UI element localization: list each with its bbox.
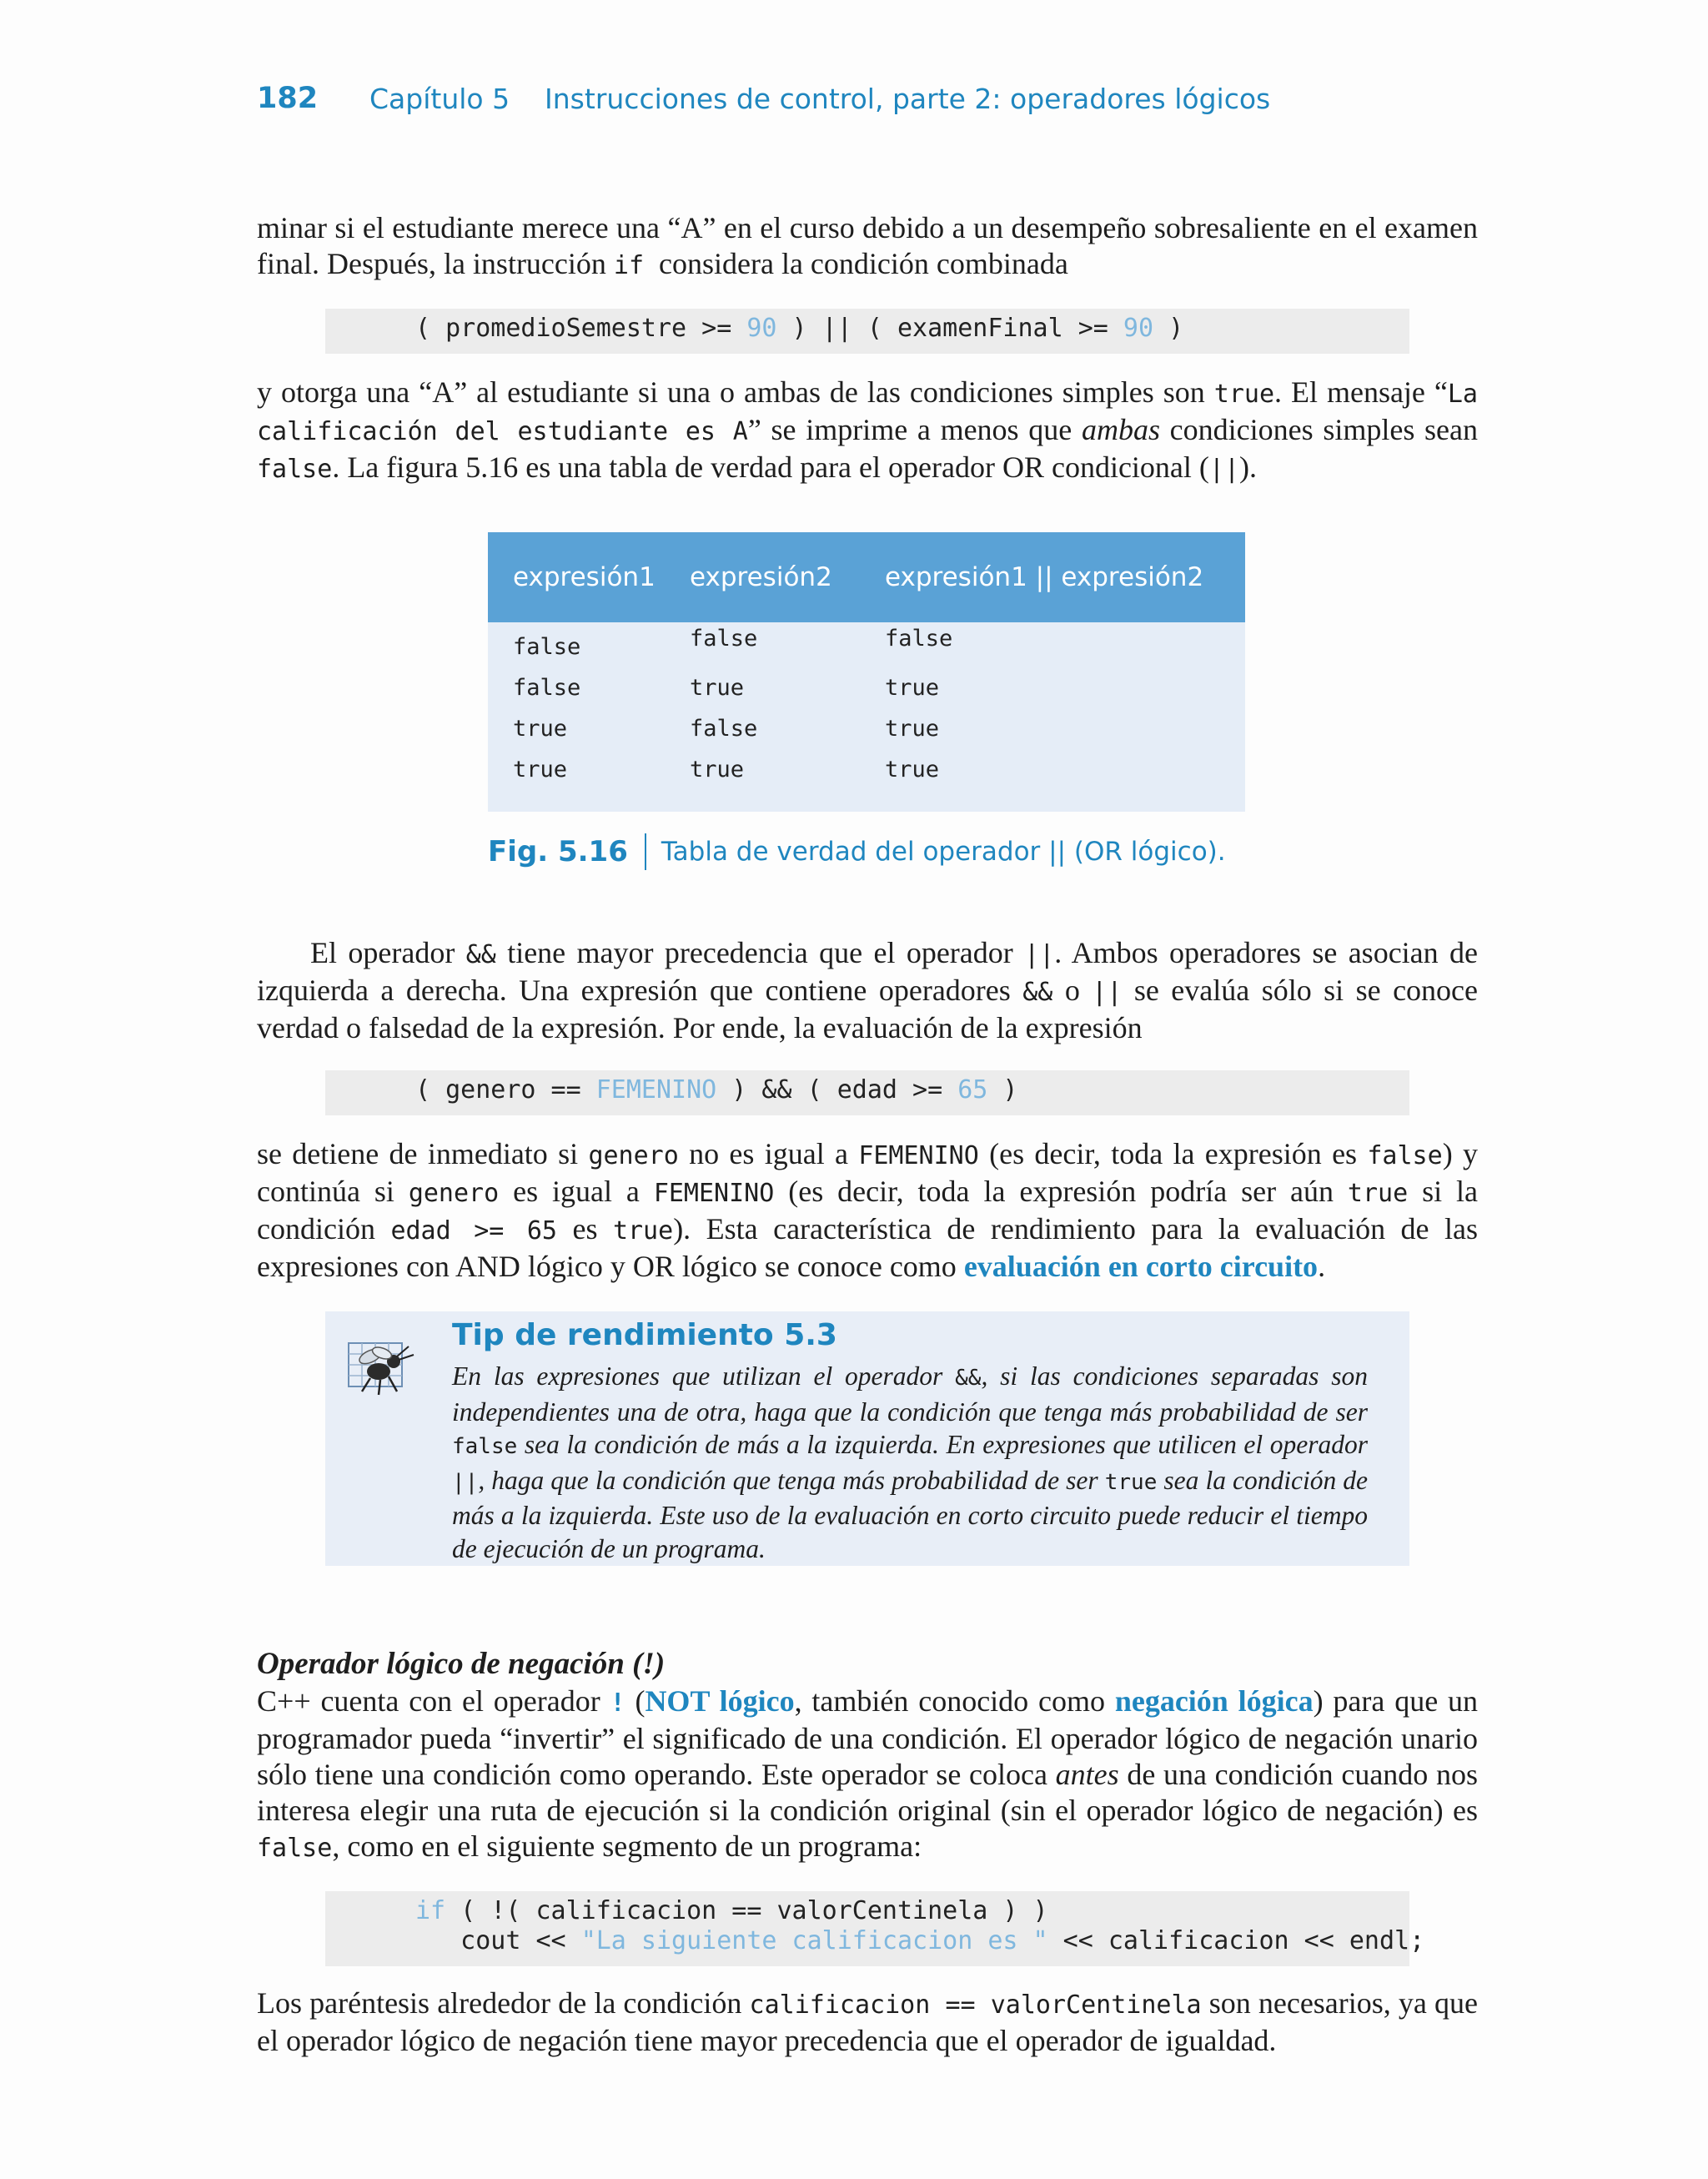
paragraph-1 bbox=[257, 210, 1478, 284]
text: ). Esta característica de rendimiento para la evaluación de las expresiones con AND lógico y OR lógico se conoce como bbox=[257, 1212, 1478, 1283]
tip-body bbox=[452, 1360, 1368, 1565]
code-text: ( genero == bbox=[415, 1075, 596, 1105]
code-inline: calificacion == valorCentinela bbox=[749, 1990, 1202, 2020]
code-keyword: if bbox=[415, 1896, 446, 1925]
column-header: expresión2 bbox=[690, 562, 832, 592]
code-text: ( promedioSemestre >= bbox=[415, 314, 747, 343]
text: no es igual a bbox=[678, 1137, 859, 1170]
paragraph-4 bbox=[257, 1136, 1478, 1285]
text: sea la condición de más a la izquierda. En expresiones que utilicen el operador bbox=[517, 1430, 1368, 1459]
code-string: "La siguiente calificacion es " bbox=[580, 1926, 1048, 1955]
code-inline: && bbox=[1022, 978, 1053, 1007]
emphasis: ambas bbox=[1081, 413, 1160, 446]
text: condiciones simples sean bbox=[1159, 413, 1479, 446]
table-cell: true bbox=[513, 757, 568, 783]
text: ( bbox=[625, 1684, 646, 1718]
code-text: ( !( calificacion == valorCentinela ) ) bbox=[445, 1896, 1048, 1925]
code-inline: FEMENINO bbox=[858, 1141, 979, 1170]
text: es igual a bbox=[499, 1175, 654, 1208]
code-inline: genero bbox=[408, 1179, 500, 1208]
tip-title: Tip de rendimiento 5.3 bbox=[452, 1318, 837, 1352]
figure-label: Fig. 5.16 bbox=[488, 835, 628, 868]
bug-icon bbox=[345, 1331, 419, 1402]
text: , también conocido como bbox=[794, 1684, 1115, 1718]
code-inline: && bbox=[465, 940, 496, 969]
text: son necesarios, ya que el operador lógico de negación tiene mayor precedencia que el operador de igualdad. bbox=[257, 1986, 1478, 2057]
text: ) y continúa si bbox=[257, 1137, 1478, 1208]
running-header bbox=[257, 80, 1270, 117]
text: se evalúa sólo si se conoce verdad o falsedad de la expresión. Por ende, la evaluación de la expresión bbox=[257, 974, 1479, 1044]
code-inline: edad >= 65 bbox=[390, 1216, 557, 1246]
text: minar si el estudiante merece una “A” en el curso debido a un desempeño sobresaliente en el examen final. Después, la instrucción bbox=[257, 211, 1478, 280]
code-inline: genero bbox=[588, 1141, 679, 1170]
code-number: 90 bbox=[1123, 314, 1154, 343]
text: sea la condición de más a la izquierda. Este uso de la evaluación en corto circuito puede reducir el tiempo de ejecución de un programa. bbox=[452, 1465, 1368, 1563]
text: si la condición bbox=[257, 1175, 1478, 1246]
paragraph-6 bbox=[257, 1985, 1478, 2059]
text: . Ambos operadores se asocian de izquierda a derecha. Una expresión que contiene operadores bbox=[257, 936, 1479, 1007]
code-inline: if bbox=[613, 251, 645, 280]
performance-tip-box bbox=[325, 1311, 1409, 1566]
text: En las expresiones que utilizan el operador bbox=[452, 1361, 956, 1391]
page-number: 182 bbox=[257, 82, 319, 115]
paragraph-5 bbox=[257, 1683, 1478, 1866]
code-inline: ! bbox=[610, 1688, 625, 1718]
code-inline: || bbox=[1208, 455, 1240, 484]
code-inline: && bbox=[955, 1366, 982, 1391]
code-line bbox=[325, 1896, 1409, 1926]
paragraph-2 bbox=[257, 375, 1478, 487]
table-cell: true bbox=[885, 716, 940, 742]
code-constant: FEMENINO bbox=[595, 1075, 717, 1105]
table-cell: true bbox=[690, 675, 745, 701]
code-inline: || bbox=[1024, 940, 1055, 969]
text: ” se imprime a menos que bbox=[747, 413, 1082, 446]
code-line bbox=[325, 1926, 1425, 1956]
text: ) para que un programador pueda “invertir” el significado de una condición. El operador lógico de negación unario sólo tiene una condición como operando. Este operador se coloca bbox=[257, 1684, 1479, 1791]
table-cell: true bbox=[885, 675, 940, 701]
text: o bbox=[1052, 974, 1093, 1007]
code-inline: || bbox=[1092, 978, 1123, 1007]
code-inline: false bbox=[257, 455, 333, 484]
chapter-title: Capítulo 5 Instrucciones de control, parte 2: operadores lógicos bbox=[369, 82, 1271, 115]
text: de una condición cuando nos interesa elegir una ruta de ejecución si la condición original (sin el operador lógico de negación) es bbox=[257, 1758, 1478, 1827]
code-text: << calificacion << endl; bbox=[1047, 1926, 1425, 1955]
table-cell: false bbox=[513, 675, 581, 701]
column-header: expresión1 || expresión2 bbox=[885, 562, 1204, 592]
key-term: evaluación en corto circuito bbox=[963, 1250, 1319, 1283]
text: . La figura 5.16 es una tabla de verdad para el operador OR condicional ( bbox=[332, 450, 1209, 484]
code-inline: La calificación del estudiante es A bbox=[257, 380, 1478, 446]
code-text: ) bbox=[987, 1075, 1018, 1105]
emphasis: antes bbox=[1055, 1758, 1119, 1791]
text: (es decir, toda la expresión es bbox=[978, 1137, 1368, 1170]
table-cell: true bbox=[885, 757, 940, 783]
text: El operador bbox=[310, 936, 466, 969]
text: considera la condición combinada bbox=[644, 247, 1068, 280]
code-inline: true bbox=[1213, 380, 1275, 409]
text: , si las condiciones separadas son independientes una de otra, haga que la condición que tenga más probabilidad de ser bbox=[452, 1361, 1368, 1427]
code-inline: true bbox=[612, 1216, 674, 1246]
key-term: NOT lógico bbox=[645, 1684, 795, 1718]
key-term: negación lógica bbox=[1114, 1684, 1314, 1718]
text: Los paréntesis alrededor de la condición bbox=[257, 1986, 750, 2020]
code-text: ) && ( edad >= bbox=[716, 1075, 958, 1105]
table-cell: false bbox=[690, 626, 758, 652]
code-text: ) || ( examenFinal >= bbox=[776, 314, 1123, 343]
truth-table bbox=[488, 532, 1245, 812]
code-block-3 bbox=[325, 1891, 1425, 1966]
text: ). bbox=[1239, 450, 1258, 484]
code-block-2 bbox=[325, 1070, 1409, 1115]
code-line bbox=[325, 314, 1409, 344]
text: , haga que la condición que tenga más probabilidad de ser bbox=[478, 1465, 1105, 1495]
paragraph-3 bbox=[257, 935, 1478, 1046]
code-block-1 bbox=[325, 309, 1409, 354]
column-header: expresión1 bbox=[513, 562, 656, 592]
table-cell: true bbox=[513, 716, 568, 742]
code-inline: true bbox=[1347, 1179, 1409, 1208]
text: . bbox=[1318, 1250, 1326, 1283]
code-inline: true bbox=[1104, 1469, 1158, 1495]
text: tiene mayor precedencia que el operador bbox=[495, 936, 1025, 969]
code-inline: FEMENINO bbox=[653, 1179, 775, 1208]
code-text: cout << bbox=[415, 1926, 581, 1955]
table-cell: false bbox=[690, 716, 758, 742]
table-cell: true bbox=[690, 757, 745, 783]
code-text: ) bbox=[1153, 314, 1184, 343]
code-inline: false bbox=[452, 1434, 518, 1459]
section-heading: Operador lógico de negación (!) bbox=[257, 1647, 666, 1681]
text: (es decir, toda la expresión podría ser aún bbox=[774, 1175, 1348, 1208]
text: . El mensaje “ bbox=[1274, 375, 1448, 409]
text: se detiene de inmediato si bbox=[257, 1137, 589, 1170]
text: es bbox=[557, 1212, 613, 1246]
figure-caption bbox=[488, 831, 1226, 873]
code-inline: || bbox=[452, 1469, 479, 1495]
code-inline: false bbox=[1367, 1141, 1443, 1170]
text: , como en el siguiente segmento de un programa: bbox=[332, 1829, 922, 1863]
caption-divider bbox=[645, 833, 646, 870]
code-inline: false bbox=[257, 1834, 333, 1863]
table-cell: false bbox=[513, 634, 581, 660]
code-line bbox=[325, 1075, 1409, 1105]
code-number: 90 bbox=[746, 314, 777, 343]
code-number: 65 bbox=[957, 1075, 988, 1105]
caption-text: Tabla de verdad del operador || (OR lógico). bbox=[661, 837, 1226, 867]
table-cell: false bbox=[885, 626, 953, 652]
text: y otorga una “A” al estudiante si una o ambas de las condiciones simples son bbox=[257, 375, 1214, 409]
table-header bbox=[488, 532, 1245, 622]
text: C++ cuenta con el operador bbox=[257, 1684, 610, 1718]
